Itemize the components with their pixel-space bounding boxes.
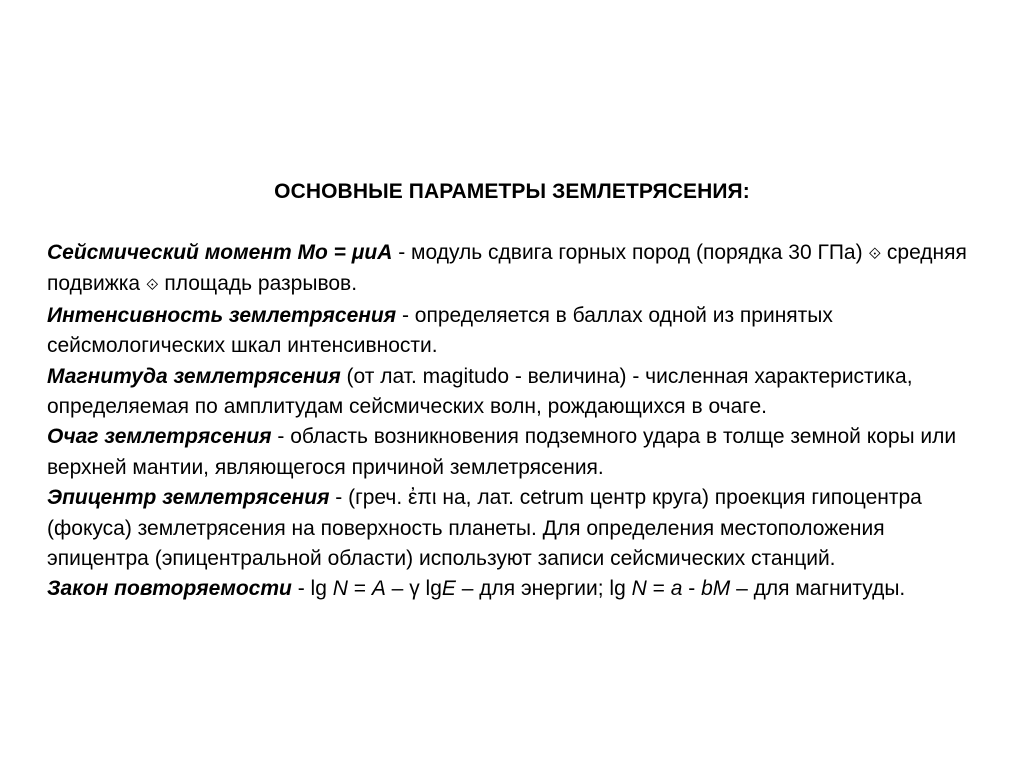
paragraph-magnitude — [47, 362, 987, 423]
paragraph-seismic-moment — [47, 238, 987, 301]
diamond-symbol-icon: ⟐ — [145, 275, 159, 295]
law-var-E: E — [441, 577, 456, 601]
slide-title: ОСНОВНЫЕ ПАРАМЕТРЫ ЗЕМЛЕТРЯСЕНИЯ: — [274, 180, 750, 203]
term-recurrence-law: Закон повторяемости — [47, 577, 292, 601]
paragraph-intensity — [47, 301, 987, 362]
law-text-1: - lg — [291, 577, 333, 601]
law-text-6: - — [682, 577, 702, 601]
law-var-A: A — [371, 577, 386, 601]
paragraph-epicenter — [47, 483, 987, 574]
law-var-a: a — [670, 577, 683, 601]
diamond-symbol-icon: ⟐ — [868, 244, 882, 263]
term-intensity: Интенсивность землетрясения — [47, 303, 397, 327]
paragraph-recurrence-law — [47, 574, 987, 604]
law-text-7: – для магнитуды. — [730, 577, 906, 601]
focus-text: - область возникновения подземного удара в толще земной коры или верхней мантии, являющегося причиной землетрясения. — [47, 425, 957, 479]
magnitude-text: (от лат. magitudo - величина) - численная характеристика, определяемая по амплитудам сейсмических волн, рождающихся в очаге. — [47, 364, 913, 419]
seismic-moment-text-2: средняя подвижка — [47, 241, 967, 296]
term-epicenter: Эпицентр землетрясения — [47, 486, 330, 510]
law-text-3: – γ lg — [385, 577, 442, 601]
paragraph-focus — [47, 422, 987, 483]
law-var-bM: bM — [701, 577, 731, 601]
law-var-N: N — [332, 577, 348, 601]
term-magnitude: Магнитуда землетрясения — [47, 364, 341, 388]
slide-body — [47, 238, 987, 605]
epicenter-text: - (греч. ἐπι на, лат. cetrum центр круга) проекция гипоцентра (фокуса) землетрясения на поверхность планеты. Для определения местоположения эпицентра (эпицентральной области) используют записи сейсмических станций. — [47, 486, 922, 571]
term-focus: Очаг землетрясения — [47, 425, 272, 449]
seismic-moment-text-1: - модуль сдвига горных пород (порядка 30 ГПа) — [392, 241, 869, 264]
term-seismic-moment: Сейсмический момент Mо = μиA — [47, 241, 393, 264]
law-text-2: = — [347, 577, 372, 601]
seismic-moment-text-3: площадь разрывов. — [158, 272, 358, 296]
law-text-4: – для энергии; lg — [455, 577, 632, 601]
intensity-text: - определяется в баллах одной из принятых сейсмологических шкал интенсивности. — [47, 303, 833, 358]
law-var-N: N — [631, 577, 647, 601]
law-text-5: = — [646, 577, 671, 601]
